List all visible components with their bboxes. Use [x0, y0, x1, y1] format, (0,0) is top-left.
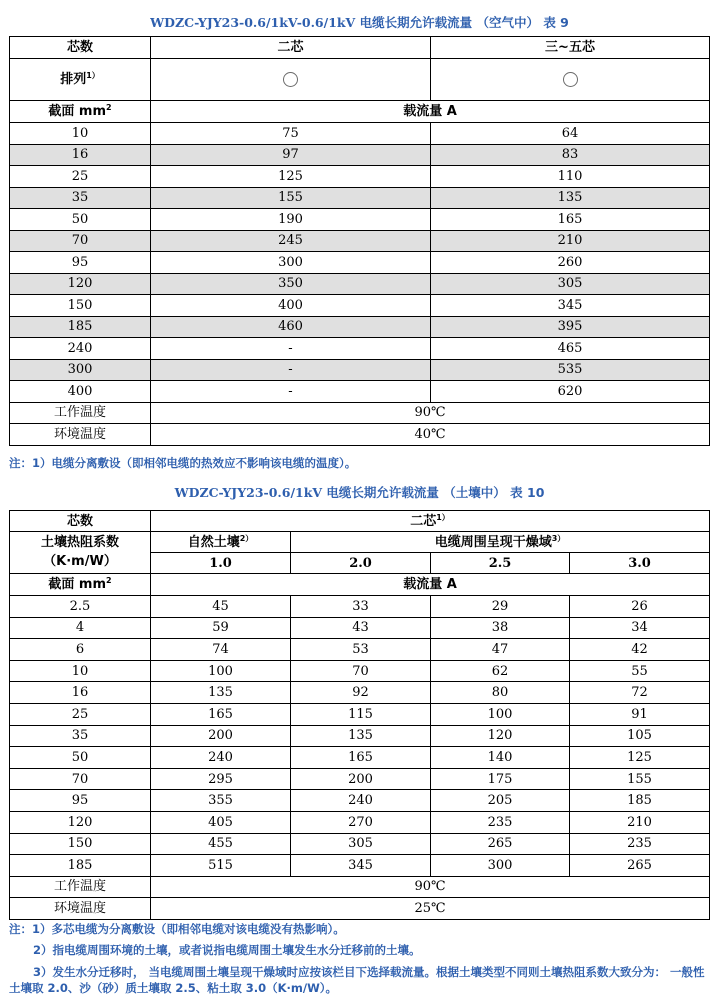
- table9-row: [10, 381, 710, 403]
- table10-ampacity-value: 200: [291, 768, 431, 790]
- table10-ampacity-value: 43: [291, 617, 431, 639]
- table10-work-temp-value: 90℃: [151, 876, 710, 898]
- table9-size-cell: 10: [10, 123, 151, 145]
- table9-work-temp-row: [10, 402, 710, 424]
- table9-three-five-core-header: 三~五芯: [431, 37, 710, 59]
- table9-row: [10, 230, 710, 252]
- table9-two-core-value: 350: [151, 273, 431, 295]
- table9-row: [10, 187, 710, 209]
- table10-ampacity-value: 515: [151, 855, 291, 877]
- circle-arrangement-icon: [563, 72, 578, 87]
- table9-ambient-temp-label: 环境温度: [10, 424, 151, 446]
- table10-ampacity-header: 载流量 A: [151, 574, 710, 596]
- table10-resistivity-unit: （K·m/W）: [43, 553, 117, 569]
- table10-ampacity-value: 155: [570, 768, 710, 790]
- table10-natural-soil-sup: 2）: [239, 533, 254, 543]
- table9-two-core-value: 460: [151, 316, 431, 338]
- table9-two-core-arrangement: [151, 59, 431, 101]
- table9-row: [10, 252, 710, 274]
- table10-note-1: 注：1）多芯电缆为分离敷设（即相邻电缆对该电缆没有热影响）。: [9, 922, 345, 936]
- table10-row: [10, 660, 710, 682]
- table10-ampacity-value: 80: [431, 682, 570, 704]
- table9-two-core-value: -: [151, 381, 431, 403]
- table9-two-core-value: -: [151, 338, 431, 360]
- table10-ampacity-value: 59: [151, 617, 291, 639]
- table9-row: [10, 144, 710, 166]
- table9: [9, 36, 710, 446]
- table9-header-cores-row: [10, 37, 710, 59]
- table9-two-core-value: 400: [151, 295, 431, 317]
- table9-three-core-value: 305: [431, 273, 710, 295]
- table9-three-core-value: 210: [431, 230, 710, 252]
- table9-row: [10, 209, 710, 231]
- table10-note-2: 2）指电缆周围环境的土壤，或者说指电缆周围土壤发生水分迁移前的土壤。: [33, 943, 421, 957]
- table10-cores-row: [10, 511, 710, 532]
- table10-ampacity-value: 165: [291, 747, 431, 769]
- table9-size-cell: 185: [10, 316, 151, 338]
- table10-ampacity-value: 265: [570, 855, 710, 877]
- table10-two-core-cell: [151, 511, 710, 532]
- table10-dry-zone-header: 电缆周围呈现干燥域: [434, 534, 552, 550]
- table10-row: [10, 617, 710, 639]
- table10-size-cell: 6: [10, 639, 151, 661]
- table10-section-cell: [10, 574, 151, 596]
- table9-work-temp-value: 90℃: [151, 402, 710, 424]
- table10-two-core-sup: 1）: [436, 512, 450, 522]
- table9-size-cell: 150: [10, 295, 151, 317]
- table10-size-cell: 4: [10, 617, 151, 639]
- table10-ampacity-value: 47: [431, 639, 570, 661]
- table9-three-core-value: 535: [431, 359, 710, 381]
- table9-three-core-value: 465: [431, 338, 710, 360]
- table9-arrangement-row: [10, 59, 710, 101]
- table10-resistivity-label: 土壤热阻系数: [40, 535, 119, 551]
- table10-ampacity-value: 165: [151, 703, 291, 725]
- table9-three-core-value: 110: [431, 166, 710, 188]
- table10-work-temp-row: [10, 876, 710, 898]
- table10-size-cell: 120: [10, 811, 151, 833]
- table10-row: [10, 725, 710, 747]
- table10-resistivity-cell: [10, 532, 151, 574]
- table10-ampacity-value: 140: [431, 747, 570, 769]
- table10-cores-label: 芯数: [10, 511, 151, 532]
- table10-ampacity-value: 55: [570, 660, 710, 682]
- table10-row: [10, 768, 710, 790]
- table10-size-cell: 25: [10, 703, 151, 725]
- table9-size-cell: 25: [10, 166, 151, 188]
- table10-row: [10, 639, 710, 661]
- table10-size-cell: 185: [10, 855, 151, 877]
- table10-ampacity-value: 210: [570, 811, 710, 833]
- table9-two-core-value: 155: [151, 187, 431, 209]
- table10-ampacity-value: 38: [431, 617, 570, 639]
- table10-ampacity-value: 345: [291, 855, 431, 877]
- table9-row: [10, 273, 710, 295]
- table9-cores-label: 芯数: [10, 37, 151, 59]
- table10-note-3: 3）发生水分迁移时， 当电缆周围土壤呈现干燥域时应按该栏目下选择载流量。根据土壤类型不同则土壤热阻系数大致分为： 一般性土壤取 2.0、沙（砂）质土壤取 2.5、粘土取 3.0（K·m/W）。: [9, 965, 705, 995]
- table10-ampacity-value: 185: [570, 790, 710, 812]
- table10-ampacity-value: 115: [291, 703, 431, 725]
- table9-three-core-value: 395: [431, 316, 710, 338]
- table10-ampacity-value: 240: [151, 747, 291, 769]
- table9-work-temp-label: 工作温度: [10, 402, 151, 424]
- table10: [9, 510, 710, 920]
- table10-caption: [0, 483, 719, 501]
- table9-section-label: 截面 mm: [48, 104, 107, 119]
- table9-three-core-value: 620: [431, 381, 710, 403]
- table10-dry-zone-cell: [291, 532, 710, 553]
- table10-ampacity-value: 205: [431, 790, 570, 812]
- table9-two-core-value: 125: [151, 166, 431, 188]
- table10-section-label: 截面 mm: [48, 577, 107, 592]
- table10-ampacity-value: 135: [151, 682, 291, 704]
- table9-row: [10, 166, 710, 188]
- table10-size-cell: 95: [10, 790, 151, 812]
- table9-row: [10, 359, 710, 381]
- table10-two-core-header: 二芯: [410, 513, 437, 529]
- circle-arrangement-icon: [283, 72, 298, 87]
- table9-section-header-row: [10, 101, 710, 123]
- table10-ampacity-value: 300: [431, 855, 570, 877]
- table10-size-cell: 16: [10, 682, 151, 704]
- table10-ampacity-value: 270: [291, 811, 431, 833]
- table9-three-core-value: 83: [431, 144, 710, 166]
- table10-row: [10, 596, 710, 618]
- table10-ampacity-value: 240: [291, 790, 431, 812]
- table10-ampacity-value: 70: [291, 660, 431, 682]
- table9-row: [10, 338, 710, 360]
- table10-ampacity-value: 455: [151, 833, 291, 855]
- table9-section-sup: 2: [106, 103, 112, 112]
- table10-ampacity-value: 120: [431, 725, 570, 747]
- table10-size-cell: 2.5: [10, 596, 151, 618]
- table10-soil-condition-row: [10, 532, 710, 553]
- table9-arrangement-sup: 1）: [86, 71, 100, 80]
- table10-ampacity-value: 295: [151, 768, 291, 790]
- table10-ampacity-value: 100: [431, 703, 570, 725]
- table9-ambient-temp-value: 40℃: [151, 424, 710, 446]
- table10-ampacity-value: 34: [570, 617, 710, 639]
- table10-row: [10, 833, 710, 855]
- table10-ampacity-value: 62: [431, 660, 570, 682]
- table10-size-cell: 70: [10, 768, 151, 790]
- table10-ampacity-value: 125: [570, 747, 710, 769]
- table10-row: [10, 855, 710, 877]
- table9-size-cell: 240: [10, 338, 151, 360]
- table9-two-core-value: 75: [151, 123, 431, 145]
- table9-three-core-value: 165: [431, 209, 710, 231]
- table9-note: 注：1）电缆分离敷设（即相邻电缆的热效应不影响该电缆的温度）。: [9, 456, 357, 470]
- table10-ampacity-value: 135: [291, 725, 431, 747]
- table10-natural-soil-cell: [151, 532, 291, 553]
- table10-ampacity-value: 74: [151, 639, 291, 661]
- table10-ampacity-value: 45: [151, 596, 291, 618]
- table10-ampacity-value: 175: [431, 768, 570, 790]
- table9-three-core-value: 135: [431, 187, 710, 209]
- table10-ambient-temp-row: [10, 898, 710, 920]
- table9-caption-main: WDZC-YJY23-0.6/1kV-0.6/1kV 电缆长期允许载流量: [150, 15, 473, 30]
- table10-r-value: 3.0: [570, 553, 710, 574]
- table10-section-sup: 2: [106, 576, 112, 585]
- table10-ampacity-value: 105: [570, 725, 710, 747]
- table10-r-value: 2.5: [431, 553, 570, 574]
- table10-ampacity-value: 29: [431, 596, 570, 618]
- table9-size-cell: 120: [10, 273, 151, 295]
- table10-ampacity-value: 72: [570, 682, 710, 704]
- table10-row: [10, 811, 710, 833]
- table9-section-cell: [10, 101, 151, 123]
- table10-ampacity-value: 235: [570, 833, 710, 855]
- table9-three-core-value: 64: [431, 123, 710, 145]
- table10-row: [10, 747, 710, 769]
- table10-ambient-temp-value: 25℃: [151, 898, 710, 920]
- table9-size-cell: 300: [10, 359, 151, 381]
- table9-row: [10, 123, 710, 145]
- table10-ampacity-value: 26: [570, 596, 710, 618]
- table10-ampacity-value: 305: [291, 833, 431, 855]
- table10-ampacity-value: 355: [151, 790, 291, 812]
- table9-two-core-value: 190: [151, 209, 431, 231]
- table10-ampacity-value: 265: [431, 833, 570, 855]
- table10-caption-main: WDZC-YJY23-0.6/1kV 电缆长期允许载流量: [174, 485, 439, 500]
- table10-caption-tail: （土壤中） 表 10: [443, 485, 545, 500]
- table9-three-core-value: 345: [431, 295, 710, 317]
- table9-ampacity-header: 载流量 A: [151, 101, 710, 123]
- table10-ampacity-value: 92: [291, 682, 431, 704]
- table9-arrangement-cell: [10, 59, 151, 101]
- table10-size-cell: 35: [10, 725, 151, 747]
- table10-ampacity-value: 405: [151, 811, 291, 833]
- table9-two-core-value: 300: [151, 252, 431, 274]
- table10-row: [10, 790, 710, 812]
- table10-ampacity-value: 200: [151, 725, 291, 747]
- table9-size-cell: 400: [10, 381, 151, 403]
- table9-size-cell: 50: [10, 209, 151, 231]
- table9-size-cell: 70: [10, 230, 151, 252]
- table10-row: [10, 703, 710, 725]
- table10-r-value: 1.0: [151, 553, 291, 574]
- table9-size-cell: 16: [10, 144, 151, 166]
- table10-work-temp-label: 工作温度: [10, 876, 151, 898]
- table10-row: [10, 682, 710, 704]
- table9-two-core-value: 97: [151, 144, 431, 166]
- table9-ambient-temp-row: [10, 424, 710, 446]
- table10-section-header-row: [10, 574, 710, 596]
- table10-natural-soil-header: 自然土壤: [187, 534, 240, 550]
- table9-caption-tail: （空气中） 表 9: [476, 15, 569, 30]
- table9-two-core-value: -: [151, 359, 431, 381]
- table10-ambient-temp-label: 环境温度: [10, 898, 151, 920]
- table9-size-cell: 35: [10, 187, 151, 209]
- table9-three-core-value: 260: [431, 252, 710, 274]
- table9-three-core-arrangement: [431, 59, 710, 101]
- table9-row: [10, 295, 710, 317]
- table9-arrangement-label: 排列: [60, 72, 87, 87]
- table9-size-cell: 95: [10, 252, 151, 274]
- table10-ampacity-value: 235: [431, 811, 570, 833]
- table10-size-cell: 50: [10, 747, 151, 769]
- table10-ampacity-value: 42: [570, 639, 710, 661]
- table10-ampacity-value: 53: [291, 639, 431, 661]
- table10-r-value: 2.0: [291, 553, 431, 574]
- table9-row: [10, 316, 710, 338]
- table10-ampacity-value: 91: [570, 703, 710, 725]
- table10-ampacity-value: 100: [151, 660, 291, 682]
- table10-ampacity-value: 33: [291, 596, 431, 618]
- table10-dry-zone-sup: 3）: [551, 533, 566, 543]
- table10-size-cell: 10: [10, 660, 151, 682]
- table10-size-cell: 150: [10, 833, 151, 855]
- table9-two-core-header: 二芯: [151, 37, 431, 59]
- table9-caption: [0, 13, 719, 31]
- table9-two-core-value: 245: [151, 230, 431, 252]
